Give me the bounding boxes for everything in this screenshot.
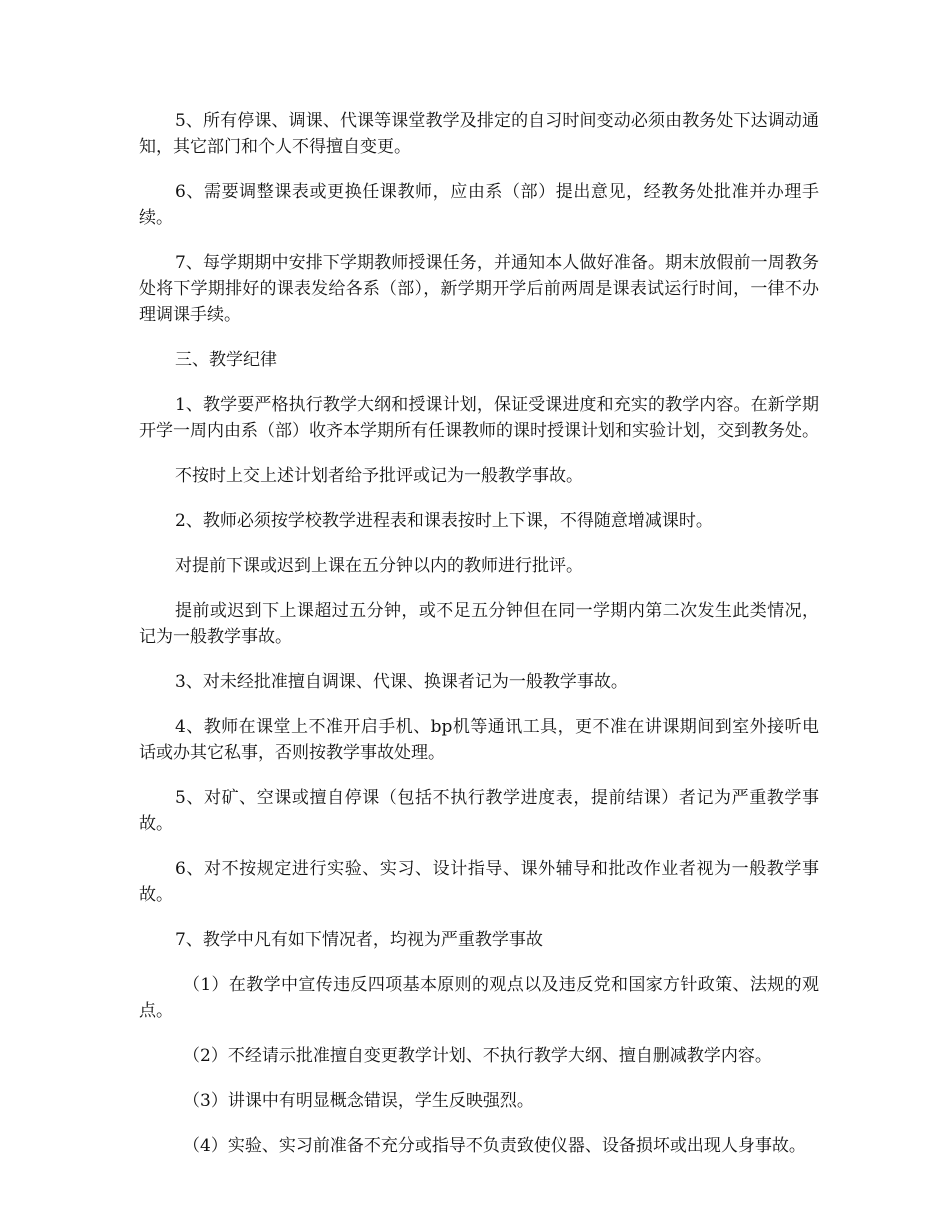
paragraph-1: 5、所有停课、调课、代课等课堂教学及排定的自习时间变动必须由教务处下达调动通知，其它部门和个人不得擅自变更。 <box>139 111 819 157</box>
sub-item-2: （2）不经请示批准擅自变更教学计划、不执行教学大纲、擅自删减教学内容。 <box>183 1046 772 1066</box>
paragraph-8: 对提前下课或迟到上课在五分钟以内的教师进行批评。 <box>175 556 583 576</box>
paragraph-2: 6、需要调整课表或更换任课教师，应由系（部）提出意见，经教务处批准并办理手续。 <box>139 182 819 228</box>
paragraph-7: 2、教师必须按学校教学进程表和课表按时上下课，不得随意增减课时。 <box>175 511 713 531</box>
paragraph-9: 提前或迟到下上课超过五分钟，或不足五分钟但在同一学期内第二次发生此类情况，记为一般教学事故。 <box>139 601 819 647</box>
paragraph-12: 5、对矿、空课或擅自停课（包括不执行教学进度表，提前结课）者记为严重教学事故。 <box>139 788 819 834</box>
paragraph-11: 4、教师在课堂上不准开启手机、bp机等通讯工具，更不准在讲课期间到室外接听电话或办其它私事，否则按教学事故处理。 <box>139 717 819 763</box>
paragraph-3: 7、每学期期中安排下学期教师授课任务，并通知本人做好准备。期末放假前一周教务处将下学期排好的课表发给各系（部），新学期开学后前两周是课表试运行时间，一律不办理调课手续。 <box>139 253 819 325</box>
paragraph-14: 7、教学中凡有如下情况者，均视为严重教学事故 <box>175 930 543 950</box>
document-body <box>139 108 819 1178</box>
section-heading: 三、教学纪律 <box>175 350 277 370</box>
paragraph-13: 6、对不按规定进行实验、实习、设计指导、课外辅导和批改作业者视为一般教学事故。 <box>139 859 819 905</box>
sub-item-4: （4）实验、实习前准备不充分或指导不负责致使仪器、设备损坏或出现人身事故。 <box>183 1136 806 1156</box>
paragraph-5: 1、教学要严格执行教学大纲和授课计划，保证受课进度和充实的教学内容。在新学期开学一周内由系（部）收齐本学期所有任课教师的课时授课计划和实验计划，交到教务处。 <box>139 395 819 441</box>
sub-item-1: （1）在教学中宣传违反四项基本原则的观点以及违反党和国家方针政策、法规的观点。 <box>139 975 819 1021</box>
paragraph-6: 不按时上交上述计划者给予批评或记为一般教学事故。 <box>175 466 583 486</box>
paragraph-10: 3、对未经批准擅自调课、代课、换课者记为一般教学事故。 <box>175 672 628 692</box>
sub-item-3: （3）讲课中有明显概念错误，学生反映强烈。 <box>183 1091 534 1111</box>
